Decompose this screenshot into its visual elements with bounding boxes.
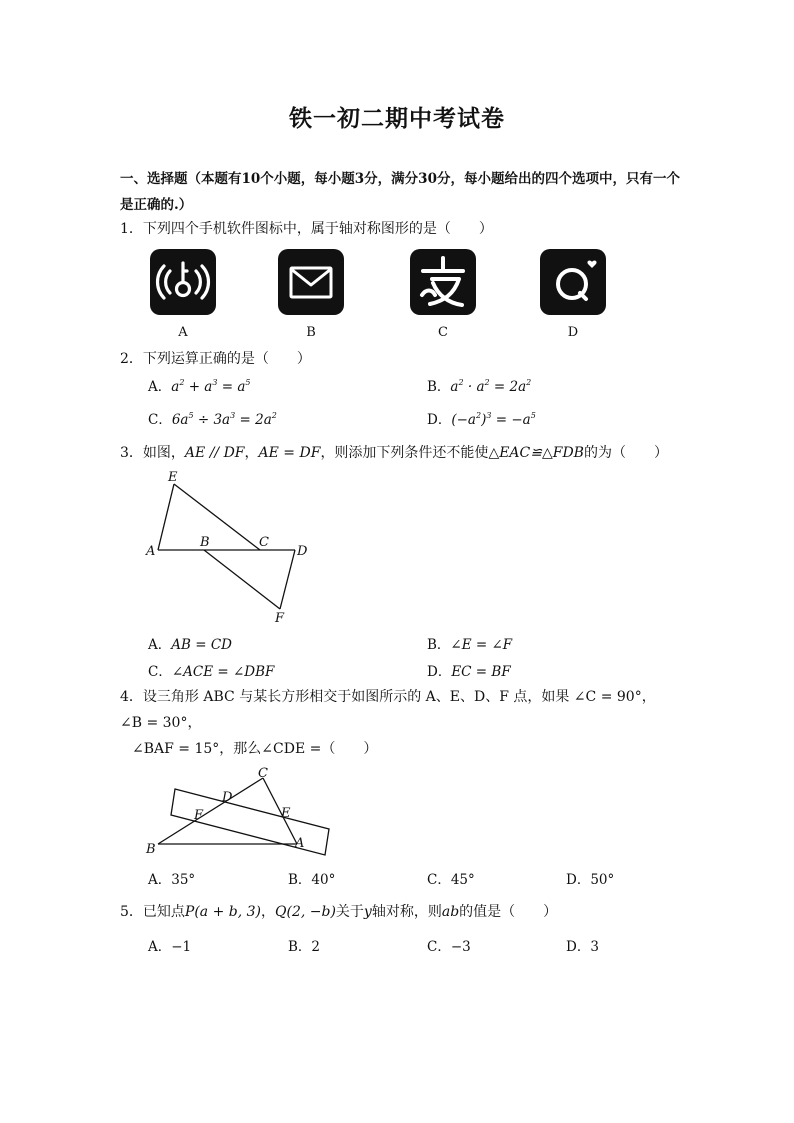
question-text: 关于 [335,904,364,920]
option-text: 40° [311,872,336,888]
option-text: 50° [590,872,615,888]
option-b [427,635,512,655]
option-a [148,377,251,397]
option-label: B． [427,637,451,653]
option-label: A． [148,939,172,955]
option-c [148,410,277,430]
option-c [427,937,471,957]
question-3 [120,443,668,463]
option-d [427,410,536,430]
point-label: E [281,806,291,821]
wifi-key-icon [150,249,216,315]
option-text: −1 [171,939,192,955]
q-heart-icon [540,249,606,315]
separator: ， [244,445,259,461]
option-label: A． [148,379,172,395]
question-4-line2: ∠B = 30°， [120,715,202,731]
question-5 [120,902,557,922]
option-c [148,662,274,682]
question-text: 的值是（ ） [459,904,558,920]
option-d [566,870,614,890]
point-label: E [168,470,178,485]
option-label: C． [427,872,451,888]
section-header: 一、选择题（本题有10个小题，每小题3分，满分30分，每小题给出的四个选项中，只有一个是正确的.） [120,171,680,213]
option-label: C [438,325,448,340]
option-label: B [306,325,316,340]
point-label: D [222,790,233,805]
page-title: 铁一初二期中考试卷 [289,105,505,132]
question-text: 下列运算正确的是（ ） [142,351,311,367]
option-a [148,937,191,957]
separator: ， [261,904,276,920]
point-q: Q(2, −b) [275,904,336,920]
option-label: B． [288,872,312,888]
option-text: ∠E = ∠F [450,637,513,653]
point-label: C [259,535,269,550]
point-label: A [146,544,156,559]
option-d [566,937,599,957]
figure-q4 [140,765,350,865]
option-label: C． [148,664,172,680]
figure-q3 [140,465,330,630]
point-label: B [200,535,210,550]
option-label: C． [148,412,172,428]
option-text: 2 [311,939,321,955]
question-text: 如图， [142,445,185,461]
option-d [427,662,511,682]
point-label: F [194,808,204,823]
math-expression: $6a^5 \div 3a^3 = 2a^2$ [171,411,277,428]
math-expression: $a^2 \cdot a^2 = 2a^2$ [450,378,532,395]
option-text: ∠ACE = ∠DBF [171,664,275,680]
option-label: B． [427,379,451,395]
point-label: B [146,842,156,857]
question-number: 1． [120,221,143,237]
option-text: 3 [590,939,599,955]
question-text: ，则添加下列条件还不能使 [320,445,489,461]
option-b [288,870,335,890]
option-a [148,635,232,655]
question-number: 2． [120,351,143,367]
condition-2: AE = DF [258,445,321,461]
question-number: 3． [120,445,143,461]
option-text: 35° [171,872,196,888]
option-label: D． [427,664,452,680]
math-expression: $(-a^2)^3 = -a^5$ [451,411,536,428]
question-text: 已知点 [142,904,185,920]
option-label: A． [148,872,172,888]
option-label: A [178,325,188,340]
math-expression: $a^2 + a^3 = a^5$ [171,378,251,395]
mail-icon [278,249,344,315]
option-a [148,870,195,890]
point-label: F [275,611,285,626]
question-text: 下列四个手机软件图标中，属于轴对称图形的是（ ） [142,221,493,237]
point-label: A [295,836,305,851]
option-text: EC = BF [451,664,511,680]
option-label: D． [566,872,591,888]
option-b [288,937,320,957]
option-label: D． [566,939,591,955]
axis-name: y [363,904,372,920]
point-label: C [258,766,268,781]
option-label: D． [427,412,452,428]
question-1 [120,219,493,239]
option-label: B． [288,939,312,955]
alipay-icon [410,249,476,315]
option-label: C． [427,939,451,955]
question-text: 的为（ ） [583,445,668,461]
option-b [427,377,531,397]
point-label: D [297,544,308,559]
congruence-statement: △EAC≌△FDB [488,445,584,461]
condition-1: AE // DF [184,445,245,461]
option-c [427,870,475,890]
question-text: 设三角形 ABC 与某长方形相交于如图所示的 A、E、D、F 点，如果 ∠C = 90°， [142,689,656,705]
option-text: −3 [450,939,471,955]
question-2 [120,349,311,369]
option-label: A． [148,637,172,653]
question-number: 5． [120,904,143,920]
question-4 [120,687,656,707]
question-text: 轴对称，则 [371,904,442,920]
product-ab: ab [441,904,460,920]
option-label: D [567,325,579,340]
question-number: 4． [120,689,143,705]
point-p: P(a + b, 3) [184,904,262,920]
option-text: AB = CD [171,637,232,653]
option-text: 45° [450,872,475,888]
question-4-line3: ∠BAF = 15°，那么∠CDE =（ ） [132,741,378,757]
